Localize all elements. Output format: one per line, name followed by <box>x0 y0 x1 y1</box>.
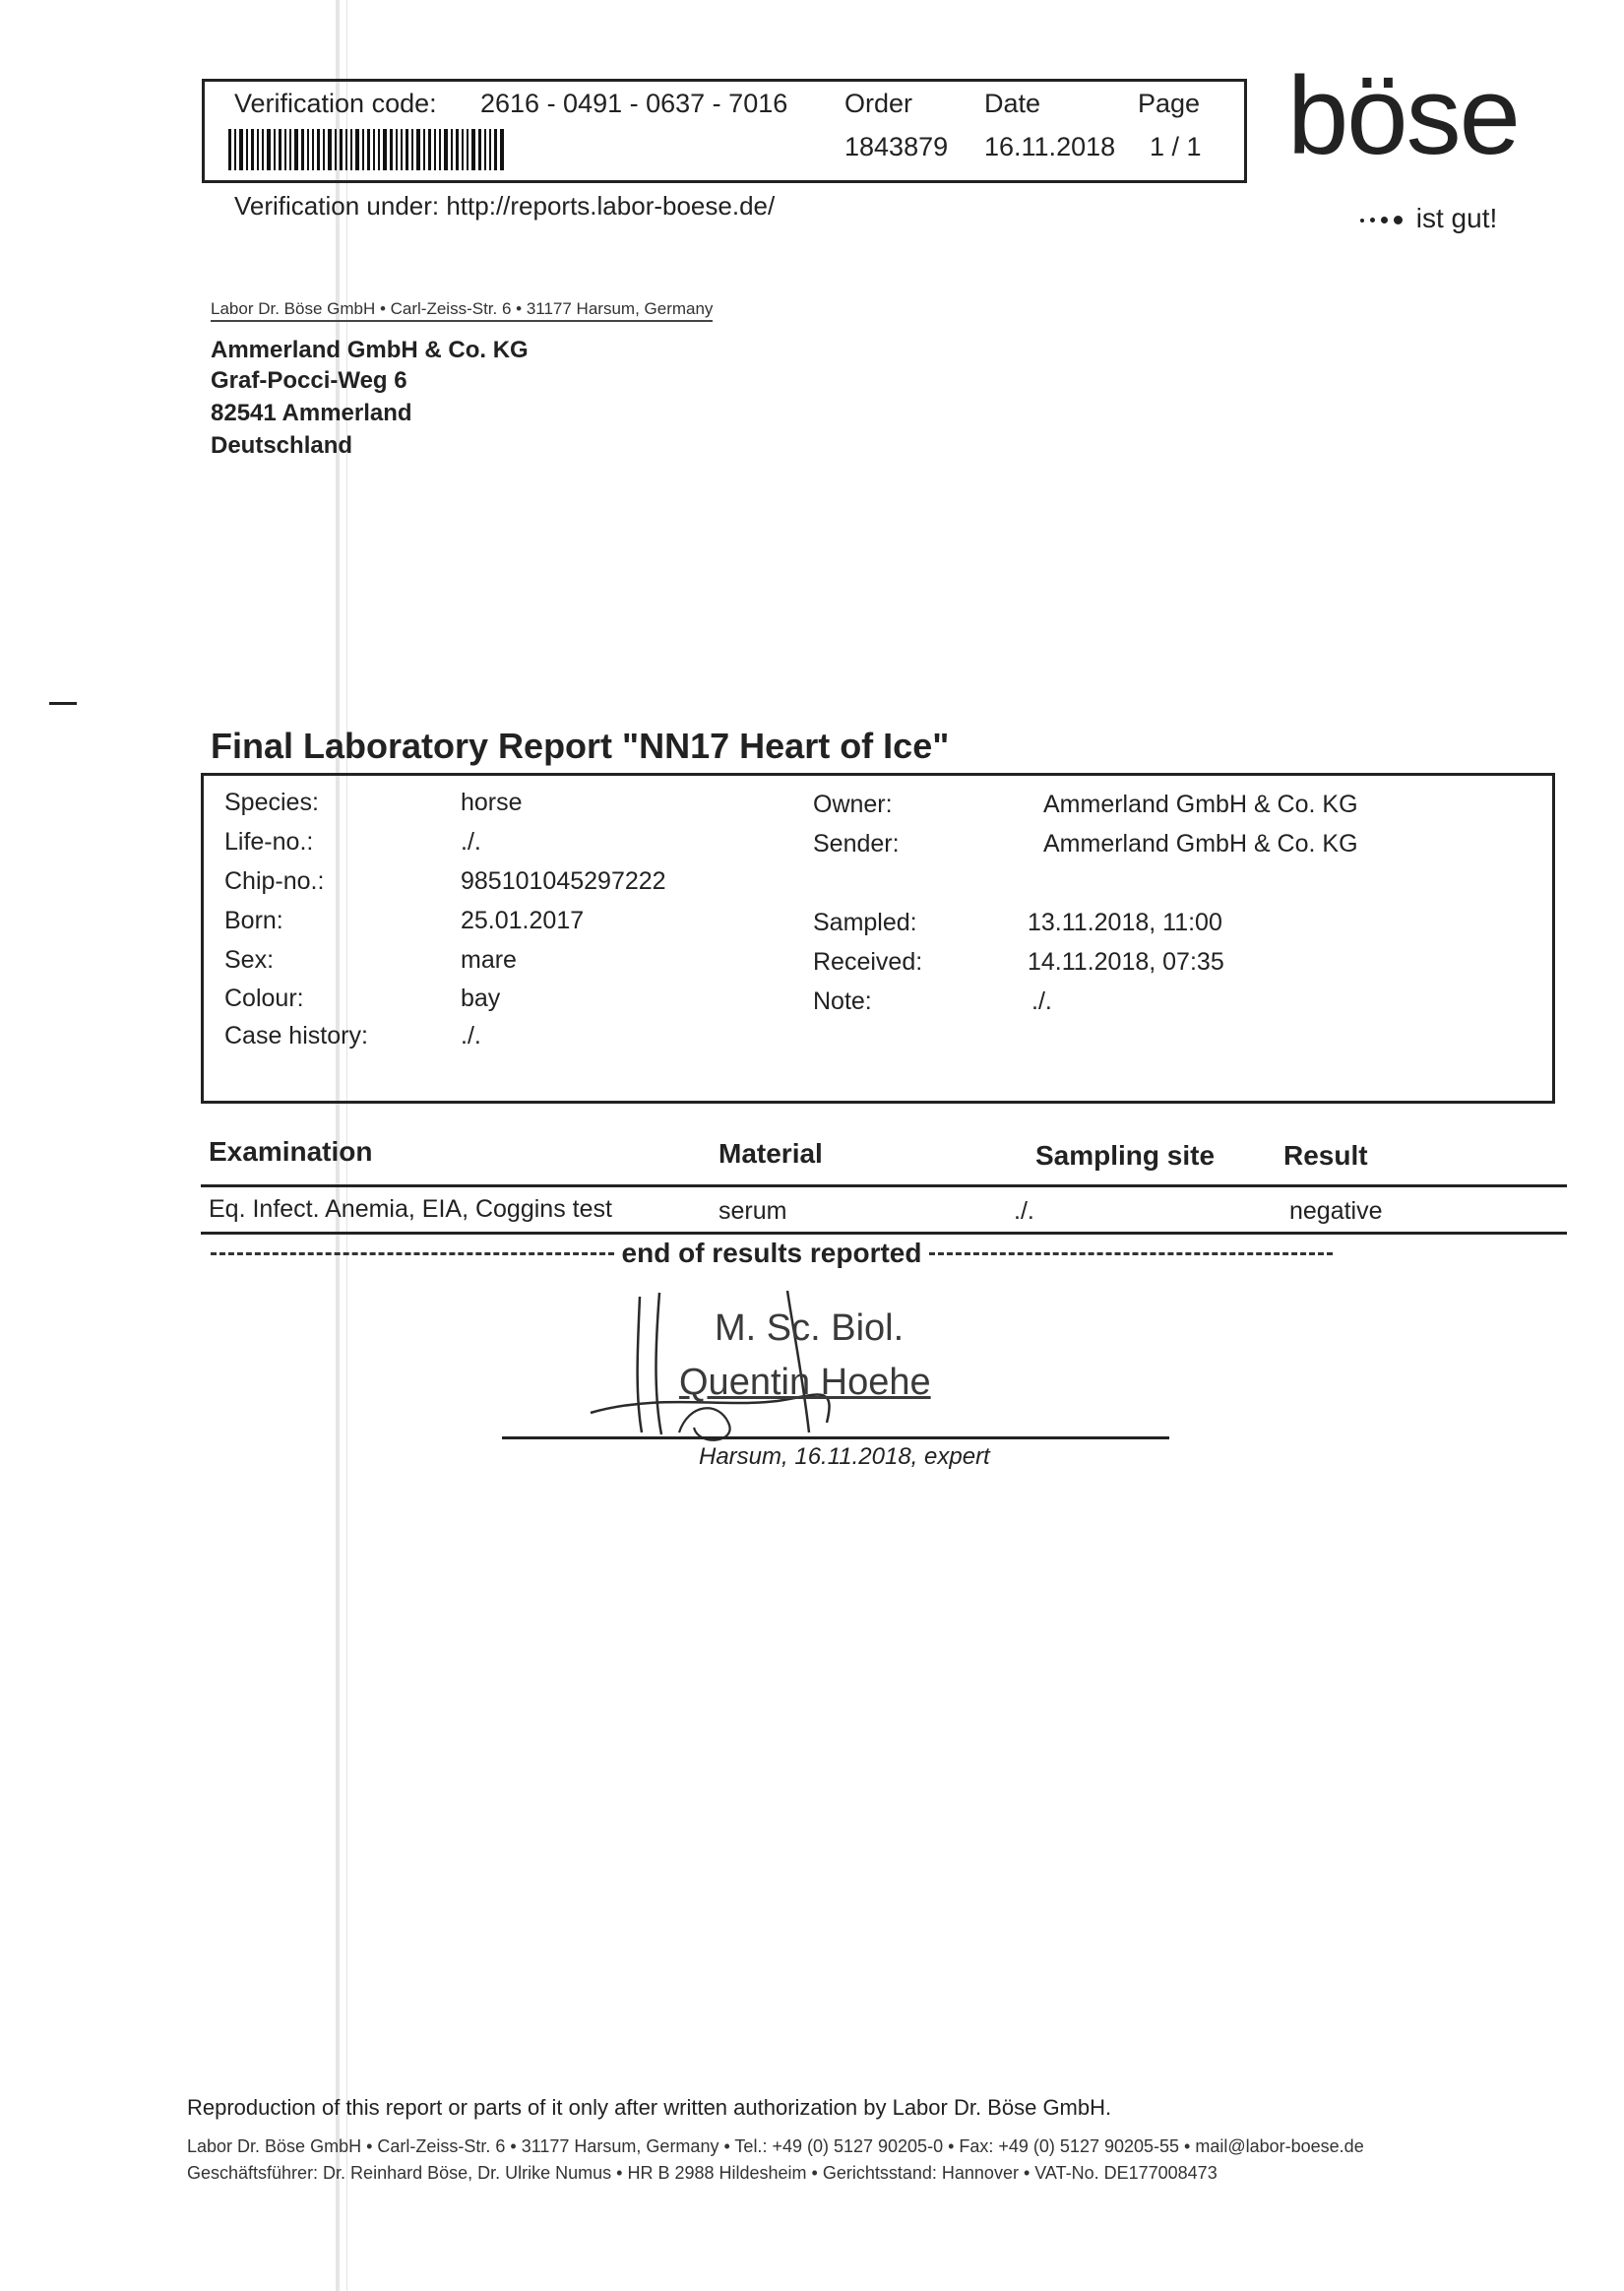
end-of-results <box>211 1238 1333 1269</box>
sender-label: Sender: <box>813 830 900 858</box>
colour-label: Colour: <box>224 985 304 1012</box>
table-row-rule <box>201 1232 1567 1235</box>
owner-value: Ammerland GmbH & Co. KG <box>1043 791 1358 818</box>
signer-name: Quentin Hoehe <box>679 1362 931 1403</box>
sender-value: Ammerland GmbH & Co. KG <box>1043 830 1358 858</box>
recipient-city: 82541 Ammerland <box>211 400 412 426</box>
signature-line <box>502 1436 1169 1439</box>
order-label: Order <box>844 89 913 118</box>
note-label: Note: <box>813 987 872 1015</box>
dash-rule-left <box>211 1252 614 1255</box>
col-result: Result <box>1283 1140 1368 1171</box>
dots-icon <box>1360 203 1408 233</box>
page-label: Page <box>1138 89 1201 118</box>
born-label: Born: <box>224 907 283 934</box>
cell-material: serum <box>718 1197 787 1225</box>
table-header-rule <box>201 1184 1567 1187</box>
cell-result: negative <box>1289 1197 1383 1225</box>
animal-info-box <box>201 773 1555 1104</box>
verification-code-label: Verification code: <box>234 89 437 118</box>
fold-mark <box>49 702 77 705</box>
born-value: 25.01.2017 <box>461 907 585 934</box>
barcode <box>228 129 563 170</box>
order-number: 1843879 <box>844 132 949 161</box>
reproduction-notice: Reproduction of this report or parts of it only after written authorization by Labor Dr. Böse GmbH. <box>187 2095 1112 2120</box>
cell-sampling-site: ./. <box>1014 1197 1034 1225</box>
colour-value: bay <box>461 985 501 1012</box>
signer-title: M. Sc. Biol. <box>715 1307 905 1349</box>
report-date: 16.11.2018 <box>984 132 1116 161</box>
chip-no-value: 985101045297222 <box>461 867 666 895</box>
page-number: 1 / 1 <box>1150 132 1202 161</box>
sampled-label: Sampled: <box>813 909 917 936</box>
signature-place-date: Harsum, 16.11.2018, expert <box>699 1443 990 1470</box>
species-label: Species: <box>224 789 319 816</box>
note-value: ./. <box>1031 987 1052 1015</box>
cell-examination: Eq. Infect. Anemia, EIA, Coggins test <box>209 1195 612 1223</box>
sender-address-line: Labor Dr. Böse GmbH • Carl-Zeiss-Str. 6 • 31177 Harsum, Germany <box>211 299 713 322</box>
col-examination: Examination <box>209 1136 373 1167</box>
sampled-value: 13.11.2018, 11:00 <box>1028 909 1222 936</box>
life-no-label: Life-no.: <box>224 828 314 856</box>
verification-code: 2616 - 0491 - 0637 - 7016 <box>480 89 788 118</box>
footer-management: Geschäftsführer: Dr. Reinhard Böse, Dr. Ulrike Numus • HR B 2988 Hildesheim • Gerichtsstand: Hannover • VAT-No. DE177008473 <box>187 2163 1218 2183</box>
received-label: Received: <box>813 948 923 976</box>
footer-contact: Labor Dr. Böse GmbH • Carl-Zeiss-Str. 6 • 31177 Harsum, Germany • Tel.: +49 (0) 5127 90205-0 • Fax: +49 (0) 5127 90205-55 • mail@labor-boese.de <box>187 2136 1364 2156</box>
recipient-street: Graf-Pocci-Weg 6 <box>211 367 407 394</box>
slogan-text: ist gut! <box>1415 203 1498 233</box>
col-material: Material <box>718 1138 823 1169</box>
received-value: 14.11.2018, 07:35 <box>1028 948 1224 976</box>
chip-no-label: Chip-no.: <box>224 867 325 895</box>
report-title: Final Laboratory Report "NN17 Heart of Ice" <box>211 726 950 766</box>
end-of-results-text: end of results reported <box>621 1238 922 1268</box>
recipient-country: Deutschland <box>211 432 353 459</box>
logo-slogan <box>1360 203 1497 234</box>
verification-url: Verification under: http://reports.labor-boese.de/ <box>234 191 776 221</box>
case-history-value: ./. <box>461 1022 481 1050</box>
date-label: Date <box>984 89 1041 118</box>
dash-rule-right <box>929 1252 1333 1255</box>
sex-label: Sex: <box>224 946 275 974</box>
col-sampling-site: Sampling site <box>1035 1140 1216 1171</box>
life-no-value: ./. <box>461 828 481 856</box>
boese-logo: böse <box>1287 54 1519 177</box>
recipient-name: Ammerland GmbH & Co. KG <box>211 337 529 363</box>
species-value: horse <box>461 789 523 816</box>
sex-value: mare <box>461 946 517 974</box>
owner-label: Owner: <box>813 791 893 818</box>
case-history-label: Case history: <box>224 1022 368 1050</box>
